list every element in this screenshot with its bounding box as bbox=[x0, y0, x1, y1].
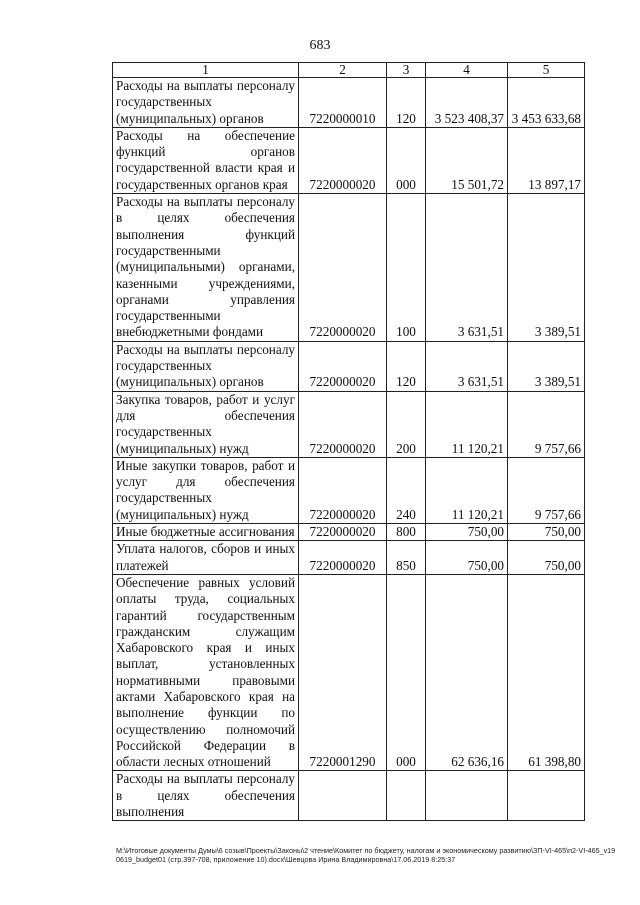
row-code: 7220000020 bbox=[299, 194, 387, 342]
row-value-4: 11 120,21 bbox=[426, 391, 508, 457]
header-cell-5: 5 bbox=[508, 63, 585, 78]
row-kind: 800 bbox=[387, 524, 426, 541]
table-row bbox=[113, 78, 585, 128]
row-kind: 120 bbox=[387, 341, 426, 391]
row-value-4: 3 631,51 bbox=[426, 194, 508, 342]
row-code bbox=[299, 771, 387, 821]
table-row bbox=[113, 194, 585, 342]
row-value-5: 3 453 633,68 bbox=[508, 78, 585, 128]
row-kind bbox=[387, 771, 426, 821]
row-code: 7220000020 bbox=[299, 127, 387, 193]
header-cell-4: 4 bbox=[426, 63, 508, 78]
row-value-4: 15 501,72 bbox=[426, 127, 508, 193]
row-name: Обеспечение равных условий оплаты труда, социальных гарантий государственным гражданским служащим Хабаровского края и иных выплат, установленных нормативными правовыми актами Хабаровского края на выполнение функции по осуществлению полномочий Российской Федерации в области лесных отношений bbox=[113, 574, 299, 771]
row-name: Закупка товаров, работ и услуг для обеспечения государственных (муниципальных) нужд bbox=[113, 391, 299, 457]
row-name: Расходы на выплаты персоналу государственных (муниципальных) органов bbox=[113, 78, 299, 128]
row-name: Расходы на выплаты персоналу в целях обеспечения выполнения функций государственными (муниципальными) органами, казенными учреждениями, органами управления государственными внебюджетными фондами bbox=[113, 194, 299, 342]
row-code: 7220000020 bbox=[299, 391, 387, 457]
row-value-4: 11 120,21 bbox=[426, 457, 508, 523]
row-name: Расходы на выплаты персоналу в целях обеспечения выполнения bbox=[113, 771, 299, 821]
row-value-5: 9 757,66 bbox=[508, 457, 585, 523]
row-value-5: 3 389,51 bbox=[508, 194, 585, 342]
row-kind: 200 bbox=[387, 391, 426, 457]
budget-table bbox=[112, 62, 585, 821]
table-header-row bbox=[113, 63, 585, 78]
document-footer-path: М:\Итоговые документы Думы\6 созыв\Проекты\Законы\2 чтение\Комитет по бюджету, налогам и экономическому развитию\ЗП-VI-465\п2-VI-465_v190619_budget01 (стр.397-708, приложение 10).docx\Шевцова Ирина Владимировна\17.06.2019 8:25:37 bbox=[116, 846, 616, 864]
row-value-4: 750,00 bbox=[426, 541, 508, 575]
row-value-5: 3 389,51 bbox=[508, 341, 585, 391]
row-name: Иные закупки товаров, работ и услуг для обеспечения государственных (муниципальных) нужд bbox=[113, 457, 299, 523]
table-row bbox=[113, 771, 585, 821]
row-kind: 000 bbox=[387, 574, 426, 771]
row-value-5: 61 398,80 bbox=[508, 574, 585, 771]
row-value-5: 750,00 bbox=[508, 541, 585, 575]
table-row bbox=[113, 341, 585, 391]
row-value-5 bbox=[508, 771, 585, 821]
row-code: 7220000010 bbox=[299, 78, 387, 128]
row-name: Иные бюджетные ассигнования bbox=[113, 524, 299, 541]
header-cell-1: 1 bbox=[113, 63, 299, 78]
row-name: Уплата налогов, сборов и иных платежей bbox=[113, 541, 299, 575]
table-row bbox=[113, 524, 585, 541]
row-code: 7220000020 bbox=[299, 457, 387, 523]
row-value-4: 3 631,51 bbox=[426, 341, 508, 391]
row-value-4: 62 636,16 bbox=[426, 574, 508, 771]
table-row bbox=[113, 127, 585, 193]
header-cell-2: 2 bbox=[299, 63, 387, 78]
table-row bbox=[113, 391, 585, 457]
row-kind: 100 bbox=[387, 194, 426, 342]
row-code: 7220001290 bbox=[299, 574, 387, 771]
row-code: 7220000020 bbox=[299, 541, 387, 575]
row-name: Расходы на выплаты персоналу государственных (муниципальных) органов bbox=[113, 341, 299, 391]
row-code: 7220000020 bbox=[299, 524, 387, 541]
row-name: Расходы на обеспечение функций органов государственной власти края и государственных органов края bbox=[113, 127, 299, 193]
row-value-5: 9 757,66 bbox=[508, 391, 585, 457]
row-kind: 240 bbox=[387, 457, 426, 523]
row-kind: 120 bbox=[387, 78, 426, 128]
table-row bbox=[113, 457, 585, 523]
row-value-4: 3 523 408,37 bbox=[426, 78, 508, 128]
row-value-4 bbox=[426, 771, 508, 821]
row-value-4: 750,00 bbox=[426, 524, 508, 541]
row-kind: 850 bbox=[387, 541, 426, 575]
page-number: 683 bbox=[309, 38, 331, 53]
table-row bbox=[113, 574, 585, 771]
header-cell-3: 3 bbox=[387, 63, 426, 78]
row-value-5: 13 897,17 bbox=[508, 127, 585, 193]
row-value-5: 750,00 bbox=[508, 524, 585, 541]
table-row bbox=[113, 541, 585, 575]
row-kind: 000 bbox=[387, 127, 426, 193]
row-code: 7220000020 bbox=[299, 341, 387, 391]
